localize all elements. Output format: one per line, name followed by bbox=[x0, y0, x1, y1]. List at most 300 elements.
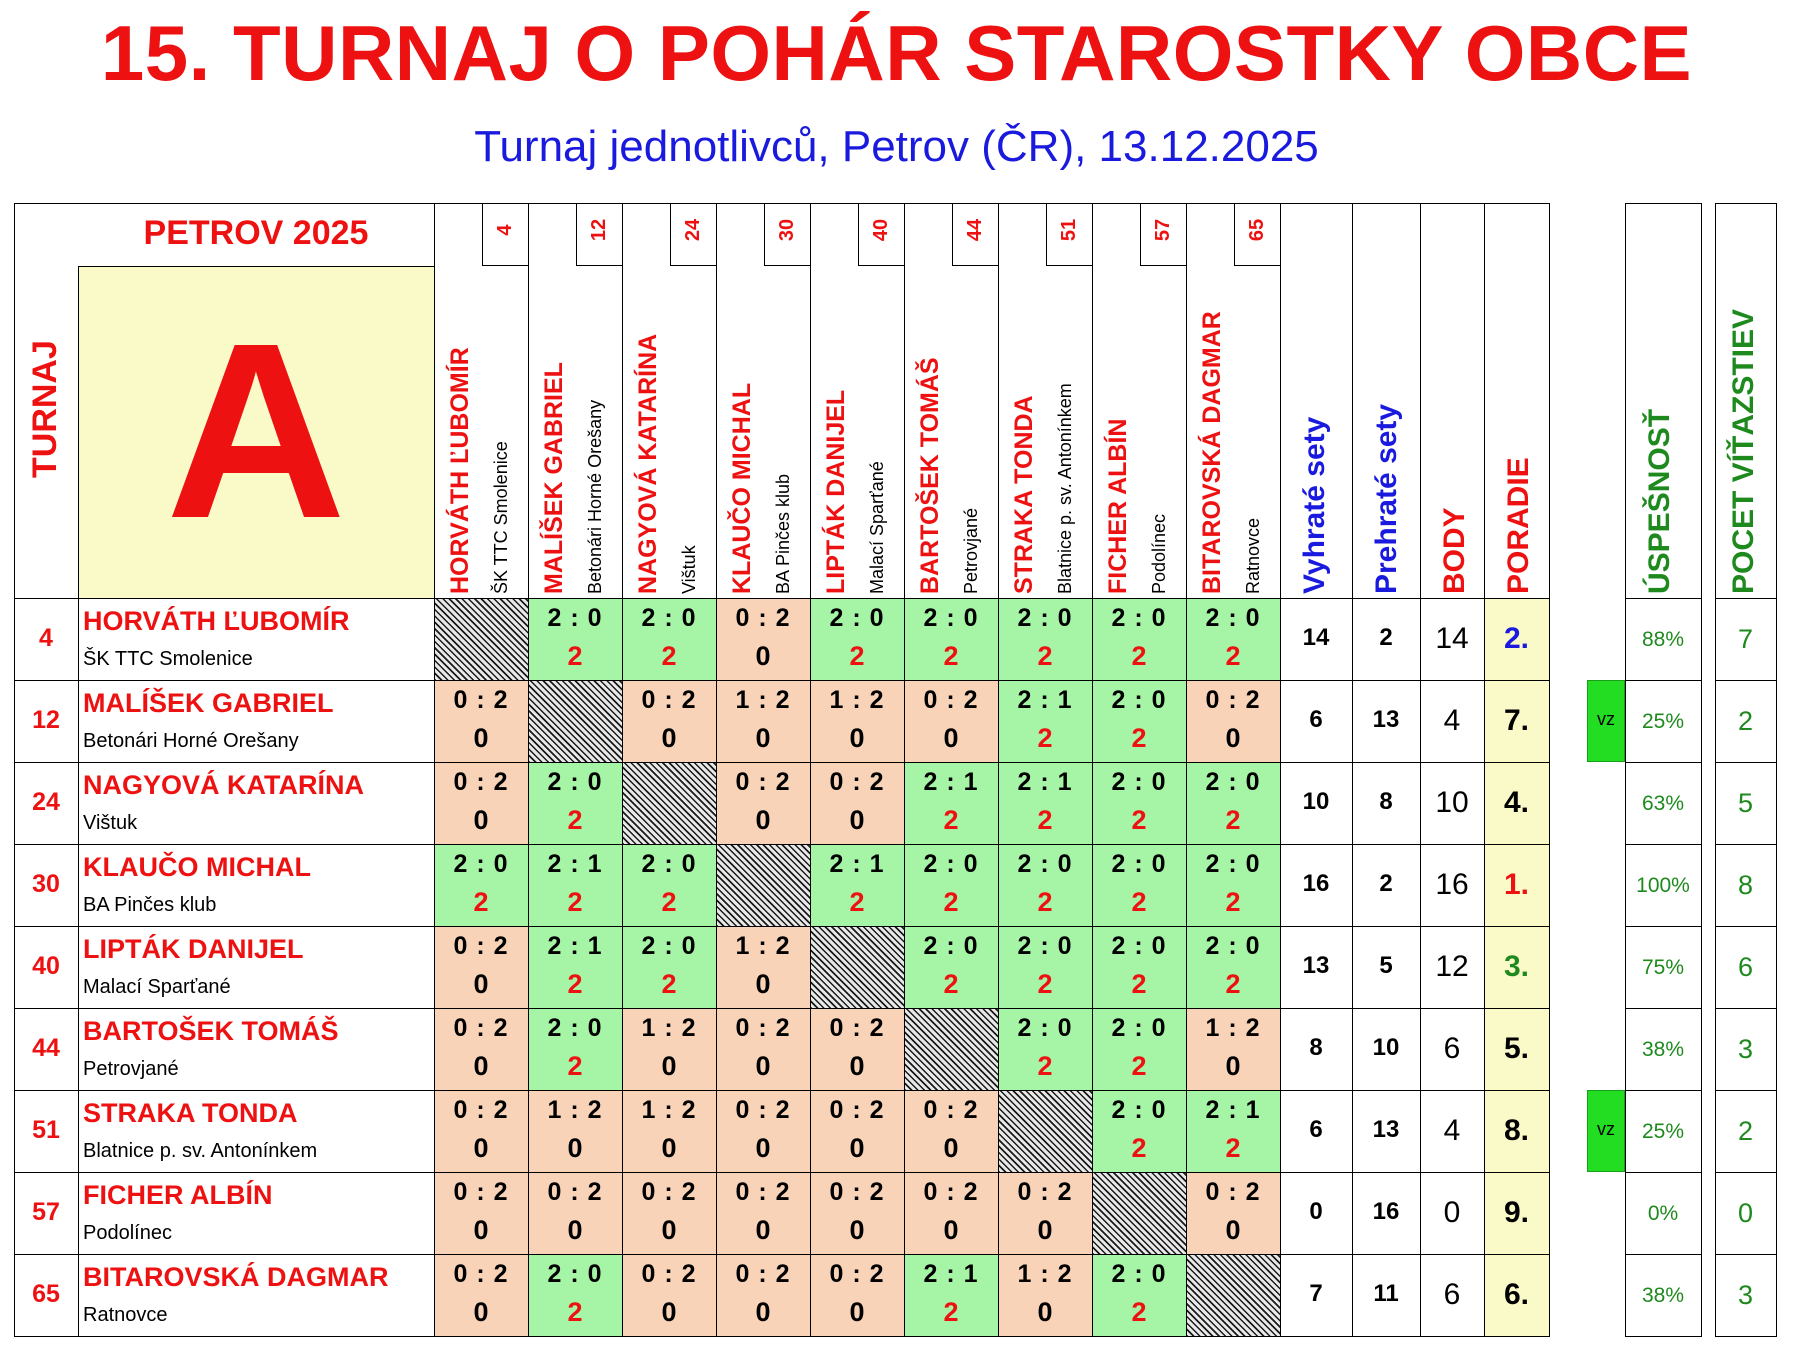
match-score: 2 : 1 bbox=[923, 1260, 979, 1288]
match-score: 2 : 0 bbox=[1111, 1096, 1167, 1124]
grid-line bbox=[528, 203, 529, 1336]
grid-line bbox=[1715, 1172, 1777, 1173]
match-score: 2 : 0 bbox=[547, 604, 603, 632]
match-result-cell bbox=[904, 1254, 998, 1336]
match-points: 2 bbox=[1037, 887, 1053, 917]
match-result-cell bbox=[716, 926, 810, 1008]
match-points: 0 bbox=[1225, 1215, 1241, 1245]
match-result-cell bbox=[716, 598, 810, 680]
grid-line bbox=[1715, 762, 1777, 763]
lost-sets-value: 11 bbox=[1373, 1280, 1399, 1307]
grid-line bbox=[1625, 1254, 1702, 1255]
row-player-name: LIPTÁK DANIJEL bbox=[83, 934, 304, 964]
match-score: 0 : 2 bbox=[735, 1260, 791, 1288]
column-number: 57 bbox=[1152, 218, 1174, 242]
match-score: 0 : 2 bbox=[829, 1178, 885, 1206]
grid-line bbox=[1715, 680, 1777, 681]
match-score: 0 : 2 bbox=[829, 1260, 885, 1288]
won-sets-value: 7 bbox=[1309, 1280, 1323, 1307]
match-points: 0 bbox=[943, 1215, 959, 1245]
match-score: 0 : 2 bbox=[641, 1178, 697, 1206]
group-letter: A bbox=[165, 291, 347, 570]
grid-line bbox=[810, 203, 811, 1336]
match-score: 2 : 1 bbox=[1017, 686, 1073, 714]
match-score: 0 : 2 bbox=[547, 1178, 603, 1206]
match-points: 0 bbox=[755, 1215, 771, 1245]
column-player-name: BARTOŠEK TOMÁŠ bbox=[916, 357, 944, 594]
match-result-cell bbox=[622, 926, 716, 1008]
grid-line bbox=[1715, 926, 1777, 927]
match-result-cell bbox=[1092, 598, 1186, 680]
match-points: 0 bbox=[567, 1215, 583, 1245]
grid-line bbox=[14, 680, 1550, 681]
points-value: 6 bbox=[1443, 1032, 1461, 1065]
match-score: 1 : 2 bbox=[829, 686, 885, 714]
match-score: 1 : 2 bbox=[1205, 1014, 1261, 1042]
grid-line bbox=[1715, 203, 1716, 1336]
grid-line bbox=[1484, 203, 1485, 1336]
match-score: 2 : 0 bbox=[1205, 932, 1261, 960]
match-points: 2 bbox=[1037, 723, 1053, 753]
match-score: 1 : 2 bbox=[547, 1096, 603, 1124]
column-number: 40 bbox=[870, 218, 892, 242]
match-score: 2 : 0 bbox=[923, 932, 979, 960]
turnaj-label: TURNAJ bbox=[26, 340, 64, 478]
match-score: 0 : 2 bbox=[829, 768, 885, 796]
column-player-club: BA Pinčes klub bbox=[773, 473, 793, 594]
match-score: 0 : 2 bbox=[735, 1096, 791, 1124]
table-border-left bbox=[14, 203, 15, 1336]
match-result-cell bbox=[1186, 1008, 1280, 1090]
match-points: 2 bbox=[567, 805, 583, 835]
grid-line bbox=[14, 926, 1550, 927]
lost-sets-value: 13 bbox=[1372, 1116, 1400, 1143]
match-result-cell bbox=[716, 1090, 810, 1172]
match-score: 0 : 2 bbox=[453, 686, 509, 714]
column-player-name: STRAKA TONDA bbox=[1010, 395, 1038, 594]
wins-value: 6 bbox=[1737, 952, 1754, 982]
wins-value: 2 bbox=[1737, 1116, 1754, 1146]
lost-sets-value: 10 bbox=[1372, 1034, 1400, 1061]
grid-line bbox=[1701, 203, 1702, 1336]
match-points: 0 bbox=[755, 805, 771, 835]
column-player-name: LIPTÁK DANIJEL bbox=[822, 389, 850, 594]
match-points: 0 bbox=[661, 1051, 677, 1081]
grid-line bbox=[904, 203, 905, 1336]
won-sets-value: 16 bbox=[1302, 870, 1330, 897]
match-points: 0 bbox=[755, 1133, 771, 1163]
match-result-cell bbox=[904, 762, 998, 844]
self-match-cell bbox=[434, 598, 528, 680]
row-player-name: BITAROVSKÁ DAGMAR bbox=[83, 1262, 389, 1292]
match-result-cell bbox=[1186, 762, 1280, 844]
lost-sets-value: 13 bbox=[1372, 706, 1400, 733]
grid-line bbox=[1625, 1172, 1702, 1173]
success-value: 25% bbox=[1641, 1120, 1685, 1143]
grid-line bbox=[1625, 203, 1626, 1336]
success-value: 100% bbox=[1636, 874, 1690, 897]
event-label: PETROV 2025 bbox=[143, 214, 369, 252]
match-points: 0 bbox=[1225, 1051, 1241, 1081]
match-points: 2 bbox=[567, 1297, 583, 1327]
grid-line bbox=[14, 762, 1550, 763]
match-result-cell bbox=[1092, 1008, 1186, 1090]
match-result-cell bbox=[434, 1008, 528, 1090]
success-value: 63% bbox=[1641, 792, 1685, 815]
self-match-cell bbox=[716, 844, 810, 926]
won-sets-value: 0 bbox=[1309, 1198, 1323, 1225]
match-points: 0 bbox=[567, 1133, 583, 1163]
lost-sets-value: 5 bbox=[1379, 952, 1393, 979]
match-points: 2 bbox=[1131, 1297, 1147, 1327]
points-value: 16 bbox=[1435, 868, 1469, 901]
grid-line bbox=[78, 266, 79, 1336]
match-score: 0 : 2 bbox=[735, 1178, 791, 1206]
row-player-club: Betonári Horné Orešany bbox=[83, 730, 299, 752]
grid-line bbox=[1186, 203, 1187, 1336]
match-result-cell bbox=[622, 598, 716, 680]
column-number: 12 bbox=[588, 218, 610, 242]
match-points: 0 bbox=[849, 1215, 865, 1245]
match-result-cell bbox=[528, 762, 622, 844]
match-result-cell bbox=[810, 1008, 904, 1090]
column-player-club: Ratnovce bbox=[1243, 517, 1263, 594]
match-points: 2 bbox=[1131, 887, 1147, 917]
match-score: 0 : 2 bbox=[453, 1096, 509, 1124]
match-points: 2 bbox=[661, 641, 677, 671]
match-points: 2 bbox=[1131, 1051, 1147, 1081]
column-player-club: Petrovjané bbox=[961, 507, 981, 594]
match-result-cell bbox=[528, 598, 622, 680]
success-value: 75% bbox=[1641, 956, 1685, 979]
grid-line bbox=[1352, 203, 1353, 1336]
lost-sets-value: 2 bbox=[1379, 624, 1393, 651]
match-result-cell bbox=[716, 1172, 810, 1254]
match-points: 0 bbox=[1037, 1215, 1053, 1245]
match-score: 0 : 2 bbox=[829, 1096, 885, 1124]
page-subtitle: Turnaj jednotlivců, Petrov (ČR), 13.12.2025 bbox=[474, 122, 1319, 171]
won-sets-value: 14 bbox=[1302, 624, 1330, 651]
match-score: 2 : 0 bbox=[641, 932, 697, 960]
self-match-cell bbox=[998, 1090, 1092, 1172]
match-result-cell bbox=[528, 844, 622, 926]
match-score: 0 : 2 bbox=[923, 1178, 979, 1206]
column-player-club: Betonári Horné Orešany bbox=[585, 399, 605, 594]
match-score: 2 : 0 bbox=[547, 1014, 603, 1042]
grid-line bbox=[14, 1008, 1550, 1009]
column-player-club: Podolínec bbox=[1149, 513, 1169, 594]
grid-line bbox=[1715, 1336, 1777, 1337]
lost-sets-header: Prehraté sety bbox=[1370, 403, 1403, 594]
match-points: 0 bbox=[473, 1215, 489, 1245]
points-header: BODY bbox=[1438, 507, 1471, 594]
column-player-name: HORVÁTH ĽUBOMÍR bbox=[446, 347, 474, 594]
match-points: 2 bbox=[1225, 1133, 1241, 1163]
row-number: 30 bbox=[32, 870, 60, 898]
match-result-cell bbox=[716, 762, 810, 844]
match-score: 1 : 2 bbox=[735, 686, 791, 714]
match-score: 0 : 2 bbox=[1205, 686, 1261, 714]
row-number: 24 bbox=[32, 788, 60, 816]
match-score: 2 : 0 bbox=[1017, 604, 1073, 632]
match-result-cell bbox=[810, 680, 904, 762]
match-points: 2 bbox=[661, 887, 677, 917]
row-player-name: STRAKA TONDA bbox=[83, 1098, 298, 1128]
row-player-name: MALÍŠEK GABRIEL bbox=[83, 688, 334, 718]
match-score: 2 : 0 bbox=[829, 604, 885, 632]
match-result-cell bbox=[622, 844, 716, 926]
match-points: 2 bbox=[943, 805, 959, 835]
points-value: 10 bbox=[1435, 786, 1469, 819]
rank-value: 1. bbox=[1503, 868, 1530, 901]
match-result-cell bbox=[622, 1172, 716, 1254]
grid-line bbox=[1625, 1008, 1702, 1009]
match-points: 2 bbox=[943, 641, 959, 671]
row-player-name: FICHER ALBÍN bbox=[83, 1180, 273, 1210]
match-result-cell bbox=[1092, 926, 1186, 1008]
won-sets-value: 6 bbox=[1309, 706, 1323, 733]
match-points: 0 bbox=[661, 1133, 677, 1163]
won-sets-value: 10 bbox=[1302, 788, 1330, 815]
row-player-name: NAGYOVÁ KATARÍNA bbox=[83, 770, 364, 800]
match-points: 0 bbox=[755, 969, 771, 999]
match-points: 0 bbox=[473, 805, 489, 835]
match-score: 2 : 0 bbox=[923, 604, 979, 632]
column-player-name: FICHER ALBÍN bbox=[1104, 418, 1132, 594]
wins-value: 0 bbox=[1737, 1198, 1754, 1228]
match-score: 0 : 2 bbox=[453, 768, 509, 796]
match-points: 2 bbox=[1037, 969, 1053, 999]
match-score: 2 : 0 bbox=[1205, 850, 1261, 878]
match-points: 2 bbox=[661, 969, 677, 999]
wins-value: 3 bbox=[1737, 1280, 1754, 1310]
match-result-cell bbox=[904, 1172, 998, 1254]
match-score: 1 : 2 bbox=[1017, 1260, 1073, 1288]
match-points: 2 bbox=[943, 887, 959, 917]
success-value: 0% bbox=[1647, 1202, 1679, 1225]
wins-value: 3 bbox=[1737, 1034, 1754, 1064]
match-result-cell bbox=[810, 1172, 904, 1254]
match-score: 0 : 2 bbox=[453, 932, 509, 960]
column-player-club: Malací Sparťané bbox=[867, 461, 887, 594]
match-score: 1 : 2 bbox=[641, 1014, 697, 1042]
match-result-cell bbox=[904, 926, 998, 1008]
match-result-cell bbox=[1092, 1254, 1186, 1336]
grid-line bbox=[14, 1336, 1550, 1337]
won-sets-value: 8 bbox=[1309, 1034, 1323, 1061]
rank-value: 4. bbox=[1503, 786, 1530, 819]
grid-line bbox=[1625, 762, 1702, 763]
grid-line bbox=[14, 598, 1550, 599]
grid-line bbox=[1625, 203, 1702, 204]
row-player-club: BA Pinčes klub bbox=[83, 894, 217, 916]
match-result-cell bbox=[810, 1090, 904, 1172]
match-score: 0 : 2 bbox=[735, 604, 791, 632]
grid-line bbox=[1625, 680, 1702, 681]
column-number: 24 bbox=[682, 218, 704, 242]
match-points: 2 bbox=[1131, 969, 1147, 999]
points-value: 4 bbox=[1443, 704, 1461, 737]
column-player-name: BITAROVSKÁ DAGMAR bbox=[1198, 311, 1226, 594]
match-points: 0 bbox=[755, 641, 771, 671]
match-result-cell bbox=[998, 926, 1092, 1008]
grid-line bbox=[1776, 203, 1777, 1336]
grid-line bbox=[1625, 1336, 1702, 1337]
match-result-cell bbox=[1092, 844, 1186, 926]
match-result-cell bbox=[904, 844, 998, 926]
rank-value: 2. bbox=[1503, 622, 1530, 655]
rank-header: PORADIE bbox=[1502, 457, 1535, 594]
match-points: 2 bbox=[1037, 641, 1053, 671]
grid-line bbox=[1625, 598, 1702, 599]
match-result-cell bbox=[434, 926, 528, 1008]
match-points: 2 bbox=[567, 969, 583, 999]
row-number: 12 bbox=[32, 706, 60, 734]
match-points: 2 bbox=[1131, 805, 1147, 835]
wins-header: POCET VÍŤAZSTIEV bbox=[1727, 308, 1760, 594]
grid-line bbox=[1715, 1008, 1777, 1009]
wins-value: 8 bbox=[1737, 870, 1754, 900]
match-points: 2 bbox=[1131, 641, 1147, 671]
grid-line bbox=[1625, 926, 1702, 927]
match-score: 2 : 0 bbox=[1111, 686, 1167, 714]
points-value: 12 bbox=[1435, 950, 1469, 983]
match-result-cell bbox=[622, 680, 716, 762]
match-result-cell bbox=[810, 844, 904, 926]
match-score: 2 : 1 bbox=[547, 932, 603, 960]
match-score: 0 : 2 bbox=[735, 768, 791, 796]
grid-line bbox=[1715, 1254, 1777, 1255]
row-player-club: Malací Sparťané bbox=[83, 976, 231, 998]
grid-line bbox=[622, 203, 623, 1336]
match-score: 2 : 0 bbox=[641, 604, 697, 632]
column-number: 44 bbox=[964, 218, 986, 242]
match-result-cell bbox=[904, 1090, 998, 1172]
grid-line bbox=[14, 844, 1550, 845]
grid-line bbox=[14, 1090, 1550, 1091]
match-points: 0 bbox=[661, 1215, 677, 1245]
row-player-club: Petrovjané bbox=[83, 1058, 179, 1080]
match-score: 1 : 2 bbox=[735, 932, 791, 960]
match-points: 0 bbox=[473, 1051, 489, 1081]
points-value: 14 bbox=[1435, 622, 1469, 655]
match-score: 2 : 0 bbox=[1111, 850, 1167, 878]
grid-line bbox=[1420, 203, 1421, 1336]
match-score: 2 : 0 bbox=[923, 850, 979, 878]
column-player-club: ŠK TTC Smolenice bbox=[491, 441, 511, 594]
match-points: 2 bbox=[1131, 723, 1147, 753]
match-score: 2 : 0 bbox=[1111, 1260, 1167, 1288]
column-player-name: NAGYOVÁ KATARÍNA bbox=[634, 333, 662, 594]
match-score: 0 : 2 bbox=[829, 1014, 885, 1042]
match-result-cell bbox=[998, 1172, 1092, 1254]
match-score: 2 : 0 bbox=[1111, 604, 1167, 632]
match-points: 0 bbox=[755, 723, 771, 753]
match-result-cell bbox=[434, 680, 528, 762]
match-score: 2 : 0 bbox=[1111, 1014, 1167, 1042]
lost-sets-value: 2 bbox=[1379, 870, 1393, 897]
self-match-cell bbox=[904, 1008, 998, 1090]
won-sets-value: 6 bbox=[1309, 1116, 1323, 1143]
match-result-cell bbox=[434, 1090, 528, 1172]
won-sets-value: 13 bbox=[1302, 952, 1330, 979]
table-border-top bbox=[14, 203, 1550, 204]
match-result-cell bbox=[998, 1008, 1092, 1090]
match-result-cell bbox=[528, 1090, 622, 1172]
match-points: 0 bbox=[755, 1051, 771, 1081]
grid-line bbox=[14, 1172, 1550, 1173]
match-result-cell bbox=[716, 680, 810, 762]
grid-line bbox=[1715, 1090, 1777, 1091]
match-result-cell bbox=[998, 762, 1092, 844]
match-score: 1 : 2 bbox=[641, 1096, 697, 1124]
match-score: 2 : 1 bbox=[923, 768, 979, 796]
row-player-name: BARTOŠEK TOMÁŠ bbox=[83, 1016, 339, 1046]
column-player-club: Blatnice p. sv. Antonínkem bbox=[1055, 383, 1075, 594]
grid-line bbox=[1715, 844, 1777, 845]
match-result-cell bbox=[1186, 680, 1280, 762]
match-result-cell bbox=[1186, 844, 1280, 926]
match-points: 0 bbox=[849, 1051, 865, 1081]
match-points: 0 bbox=[755, 1297, 771, 1327]
match-result-cell bbox=[528, 1254, 622, 1336]
match-score: 2 : 0 bbox=[1017, 932, 1073, 960]
match-result-cell bbox=[434, 1254, 528, 1336]
match-points: 2 bbox=[1225, 805, 1241, 835]
column-number: 65 bbox=[1246, 218, 1268, 242]
grid-line bbox=[78, 266, 434, 267]
row-player-club: Vištuk bbox=[83, 812, 138, 834]
match-points: 0 bbox=[473, 1297, 489, 1327]
match-points: 2 bbox=[1225, 887, 1241, 917]
grid-line bbox=[14, 1254, 1550, 1255]
success-value: 88% bbox=[1641, 628, 1685, 651]
match-result-cell bbox=[434, 1172, 528, 1254]
points-value: 4 bbox=[1443, 1114, 1461, 1147]
match-score: 2 : 0 bbox=[547, 1260, 603, 1288]
column-player-club: Vištuk bbox=[679, 545, 699, 594]
match-result-cell bbox=[622, 1008, 716, 1090]
row-player-club: Ratnovce bbox=[83, 1304, 168, 1326]
grid-line bbox=[1549, 203, 1550, 1336]
match-points: 2 bbox=[1225, 641, 1241, 671]
match-score: 0 : 2 bbox=[923, 686, 979, 714]
match-result-cell bbox=[810, 598, 904, 680]
match-score: 0 : 2 bbox=[1017, 1178, 1073, 1206]
match-score: 2 : 1 bbox=[1205, 1096, 1261, 1124]
match-score: 0 : 2 bbox=[453, 1260, 509, 1288]
match-score: 2 : 0 bbox=[1111, 932, 1167, 960]
success-value: 38% bbox=[1641, 1038, 1685, 1061]
match-result-cell bbox=[434, 762, 528, 844]
match-points: 2 bbox=[1131, 1133, 1147, 1163]
match-points: 0 bbox=[661, 723, 677, 753]
points-value: 0 bbox=[1443, 1196, 1461, 1229]
match-points: 0 bbox=[473, 723, 489, 753]
self-match-cell bbox=[1092, 1172, 1186, 1254]
match-score: 2 : 0 bbox=[1205, 768, 1261, 796]
grid-line bbox=[1092, 203, 1093, 1336]
match-result-cell bbox=[1092, 680, 1186, 762]
match-points: 2 bbox=[567, 887, 583, 917]
match-result-cell bbox=[528, 1008, 622, 1090]
column-player-name: MALÍŠEK GABRIEL bbox=[540, 362, 568, 594]
match-points: 2 bbox=[1037, 1051, 1053, 1081]
match-score: 0 : 2 bbox=[1205, 1178, 1261, 1206]
row-number: 51 bbox=[32, 1116, 60, 1144]
match-points: 2 bbox=[943, 969, 959, 999]
lost-sets-value: 8 bbox=[1379, 788, 1393, 815]
